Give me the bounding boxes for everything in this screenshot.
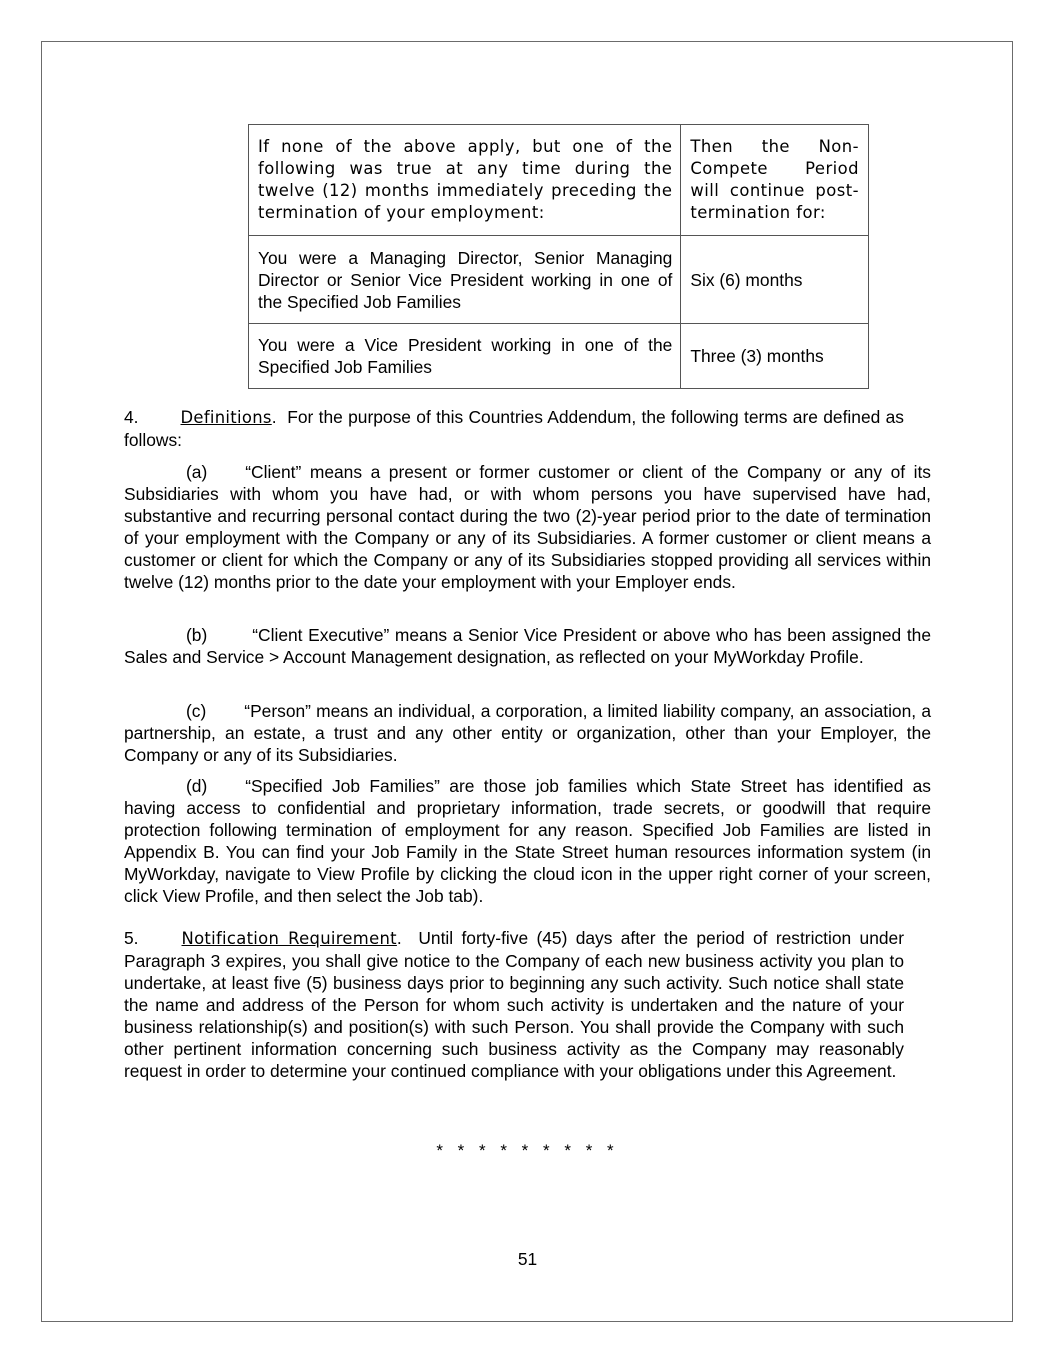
section-5-number: 5. (124, 928, 139, 948)
table-row (249, 236, 869, 324)
definition-text: “Client” means a present or former customer or client of the Company or any of its Subsidiaries with whom you have had, or with whom persons you have supervised have had, substantive and recurring personal contact during the two (2)-year period prior to the date of termination of your employment with the Company or any of its Subsidiaries. A former customer or client means a customer or client for which the Company or any of its Subsidiaries stopped providing all services within twelve (12) months prior to the date your employment with your Employer ends. (124, 462, 931, 592)
definition-item (124, 775, 931, 907)
table-cell-period: Three (3) months (681, 324, 869, 389)
table-header-period: Then the Non-Compete Period will continue post-termination for: (681, 125, 869, 236)
definition-text: “Specified Job Families” are those job families which State Street has identified as having access to confidential and proprietary information, trade secrets, or goodwill that require protection following termination of employment for any reason. Specified Job Families are listed in Appendix B. You can find your Job Family in the State Street human resources information system (in MyWorkday, navigate to View Profile by clicking the cloud icon in the upper right corner of your screen, click View Profile, and then select the Job tab). (124, 776, 931, 906)
non-compete-period-table (248, 124, 869, 389)
definition-label: (b) (186, 625, 208, 645)
section-4-heading-punct: . (271, 407, 277, 427)
definition-text: “Client Executive” means a Senior Vice President or above who has been assigned the Sales and Service > Account Management designation, as reflected on your MyWorkday Profile. (124, 625, 931, 667)
section-4-intro-text: For the purpose of this Countries Addendum, the following terms are defined as follows: (124, 407, 904, 450)
section-5-heading-punct: . (396, 928, 402, 948)
table-header-row (249, 125, 869, 236)
definition-label: (c) (186, 701, 207, 721)
section-4-heading: Definitions (180, 408, 272, 427)
section-5-paragraph (124, 927, 904, 1082)
definition-label: (a) (186, 462, 208, 482)
table-cell-condition: You were a Vice President working in one of the Specified Job Families (249, 324, 681, 389)
page-number: 51 (517, 1249, 538, 1269)
table-row (249, 324, 869, 389)
table-cell-period: Six (6) months (681, 236, 869, 324)
definition-item (124, 461, 931, 593)
section-separator: * * * * * * * * * (436, 1141, 619, 1160)
table-cell-condition: You were a Managing Director, Senior Managing Director or Senior Vice President working in one of the Specified Job Families (249, 236, 681, 324)
section-4-number: 4. (124, 407, 139, 427)
section-5-heading: Notification Requirement (181, 929, 397, 948)
definition-item (124, 700, 931, 766)
section-4-intro (124, 406, 904, 451)
definition-item (124, 624, 931, 668)
table-header-condition: If none of the above apply, but one of the following was true at any time during the twelve (12) months immediately preceding the termination of your employment: (249, 125, 681, 236)
definition-label: (d) (186, 776, 208, 796)
definition-text: “Person” means an individual, a corporation, a limited liability company, an association, a partnership, an estate, a trust and any other entity or organization, other than your Employer, the Company or any of its Subsidiaries. (124, 701, 931, 765)
section-5-text: Until forty-five (45) days after the period of restriction under Paragraph 3 expires, you shall give notice to the Company of each new business activity you plan to undertake, at least five (5) business days prior to beginning any such activity. Such notice shall state the name and address of the Person for whom such activity is undertaken and the nature of your business relationship(s) and position(s) with such Person. You shall provide the Company with such other pertinent information concerning such business activity as the Company may reasonably request in order to determine your continued compliance with your obligations under this Agreement. (124, 928, 904, 1081)
